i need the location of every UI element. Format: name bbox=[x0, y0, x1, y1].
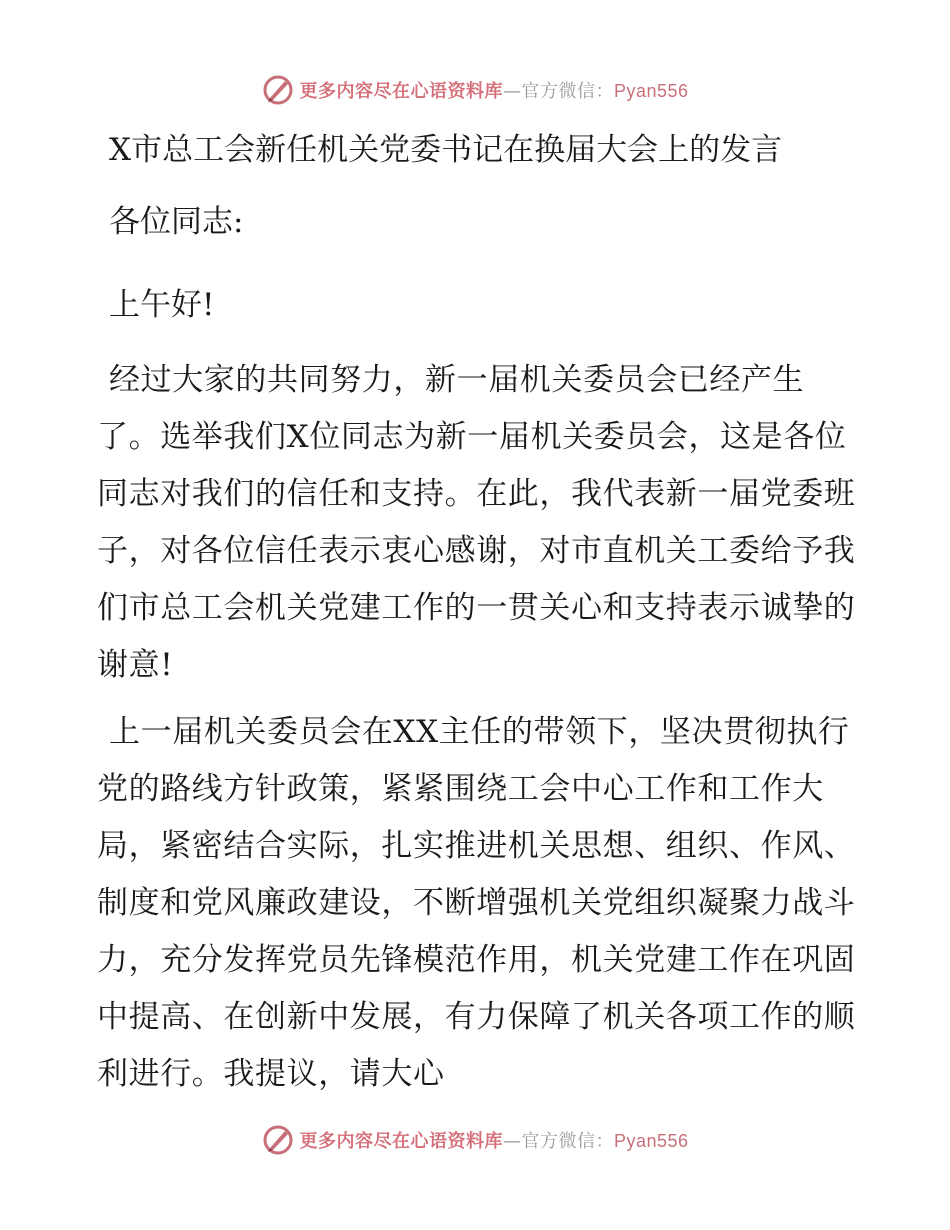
footer-watermark bbox=[0, 1120, 950, 1160]
watermark-handle: Pyan556 bbox=[613, 81, 689, 101]
watermark-brand: 更多内容尽在心语资料库 bbox=[299, 81, 503, 102]
watermark-dash: — bbox=[502, 81, 522, 102]
watermark-wechat-label: 官方微信： bbox=[521, 81, 614, 102]
document-title: X市总工会新任机关党委书记在换届大会上的发言 bbox=[109, 132, 783, 168]
watermark-text bbox=[299, 1127, 688, 1153]
pen-logo-icon bbox=[261, 73, 295, 107]
watermark-wechat-label: 官方微信： bbox=[521, 1131, 614, 1152]
watermark-handle: Pyan556 bbox=[613, 1131, 689, 1151]
watermark-text bbox=[299, 77, 688, 103]
pen-logo-icon bbox=[261, 1123, 295, 1157]
greeting: 上午好! bbox=[109, 287, 215, 323]
header-watermark bbox=[0, 70, 950, 110]
salutation: 各位同志: bbox=[109, 204, 244, 240]
document-body bbox=[97, 120, 857, 1111]
watermark-dash: — bbox=[502, 1131, 522, 1152]
watermark-brand: 更多内容尽在心语资料库 bbox=[299, 1131, 503, 1152]
paragraph-2: 上一届机关委员会在XX主任的带领下，坚决贯彻执行党的路线方针政策，紧紧围绕工会中心工作和工作大局，紧密结合实际，扎实推进机关思想、组织、作风、制度和党风廉政建设，不断增强机关党组织凝聚力战斗力，充分发挥党员先锋模范作用，机关党建工作在巩固中提高、在创新中发展，有力保障了机关各项工作的顺利进行。我提议，请大心 bbox=[97, 714, 856, 1092]
paragraph-1: 经过大家的共同努力，新一届机关委员会已经产生了。选举我们X位同志为新一届机关委员会，这是各位同志对我们的信任和支持。在此，我代表新一届党委班子，对各位信任表示衷心感谢，对市直机关工委给予我们市总工会机关党建工作的一贯关心和支持表示诚挚的谢意! bbox=[97, 362, 856, 683]
